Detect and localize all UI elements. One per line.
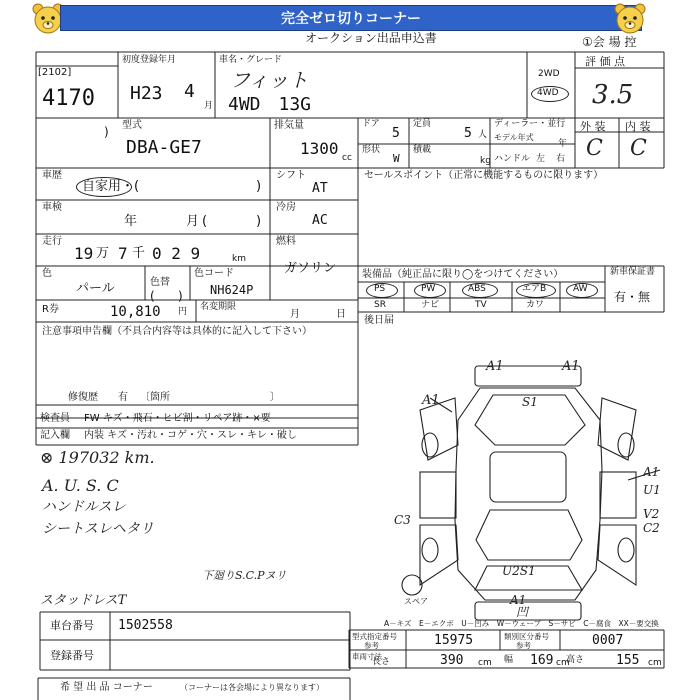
mileage-label: 走行 — [42, 236, 62, 247]
aircon-label: 冷房 — [276, 202, 296, 213]
shape-value: W — [393, 152, 400, 165]
note-mileage: ⊗ 197032 km. — [40, 448, 155, 467]
dimensions-label: 車両寸法 — [352, 652, 382, 661]
color-value: パール — [76, 281, 115, 296]
inspection-month: 月 — [186, 214, 200, 229]
note-line4: スタッドレスT — [40, 593, 127, 608]
width-label: 幅 — [504, 655, 514, 665]
handle-left: 左 — [536, 154, 546, 164]
mark-c2-right: C2 — [643, 521, 660, 535]
car-name-label: 車名・グレード — [219, 55, 283, 65]
model-designation-value: 15975 — [434, 633, 474, 648]
repair-label: 修復歴 — [68, 392, 98, 403]
new-car-warranty-value: 有・無 — [614, 290, 651, 304]
registration-label: 初度登録年月 — [122, 55, 177, 65]
color-change-label: 色替 — [150, 277, 170, 288]
inspector-label: 検査員 — [40, 413, 70, 424]
site-copy-label: ①会 場 控 — [582, 35, 637, 49]
lot-number: 4170 — [42, 86, 95, 111]
repair-close: 〕 — [270, 392, 280, 403]
mileage-man-unit: 万 — [96, 246, 110, 261]
mark-a1-left: A1 — [486, 359, 504, 374]
mark-c3: C3 — [394, 513, 411, 527]
month-unit: 月 — [204, 101, 214, 111]
bottom-corner-label: 希 望 出 品 コーナー — [60, 682, 153, 693]
chassis-label: 車台番号 — [50, 619, 94, 632]
interior-label: 内 装 — [625, 120, 651, 133]
recycle-label: R券 — [42, 304, 59, 315]
mark-a1-side: A1 — [422, 393, 440, 408]
recycle-unit: 円 — [178, 307, 188, 317]
mileage-man: 19 — [74, 244, 94, 263]
spare-label: スペア — [404, 597, 428, 606]
category-value: 0007 — [592, 633, 624, 648]
height-value: 155 — [616, 653, 640, 668]
doors-label: ドア — [362, 119, 380, 129]
height-label: 高さ — [566, 655, 585, 665]
year-unit: 年 — [558, 139, 568, 149]
new-car-warranty-label: 新車保証書 — [610, 267, 656, 277]
reference-label: 参考 — [364, 641, 379, 650]
history-value: 自家用・( — [82, 179, 140, 194]
length-unit: cm — [478, 658, 492, 668]
equip-navi: ナビ — [421, 300, 440, 310]
equip-sr: SR — [374, 300, 386, 310]
after-delivery-label: 後日届 — [364, 315, 394, 326]
handle-label: ハンドル — [494, 154, 531, 164]
displacement-value: 1300 — [300, 139, 339, 158]
form-code: [2102] — [38, 67, 72, 78]
inspection-paren-close: ) — [256, 214, 262, 229]
car-grade: 4WD 13G — [228, 94, 312, 115]
displacement-label: 排気量 — [274, 120, 304, 131]
note-line1: A. U. S. C — [42, 476, 119, 495]
shift-value: AT — [312, 181, 328, 196]
inspection-label: 車検 — [42, 202, 62, 213]
equip-ps: PS — [374, 284, 386, 294]
shape-label: 形状 — [362, 145, 381, 155]
corner-banner: 完全ゼロ切りコーナー — [60, 5, 642, 31]
width-value: 169 — [530, 653, 554, 668]
mark-a1-right: A1 — [562, 359, 580, 374]
shift-label: シフト — [276, 170, 306, 181]
drive-4wd: 4WD — [537, 88, 559, 98]
inspection-year: 年 — [124, 214, 138, 229]
mark-rear-note: 凹 — [516, 605, 529, 619]
equip-aw: AW — [573, 284, 588, 294]
repair-value: 有 — [118, 392, 128, 403]
name-change-label: 名変期限 — [200, 302, 237, 312]
entry-value: 内装 キズ・汚れ・コゲ・穴・スレ・キレ・破し — [84, 430, 297, 441]
equip-tv: TV — [475, 300, 487, 310]
mark-rear-a1: A1 — [510, 593, 527, 607]
color-change-paren-open: ( — [150, 289, 155, 303]
auction-form-title: オークション出品申込書 — [305, 31, 437, 45]
mark-lower-note: 下廻りS.C.Pヌリ — [202, 569, 287, 582]
exterior-grade: C — [586, 136, 603, 161]
model-code: DBA-GE7 — [126, 137, 202, 158]
handle-right: 右 — [556, 154, 566, 164]
mileage-unit: km — [232, 254, 246, 264]
repair-location: 〔箇所 — [140, 392, 170, 403]
name-change-month: 月 — [290, 309, 300, 320]
seats-label: 定員 — [413, 119, 432, 129]
equip-abs: ABS — [468, 284, 486, 294]
model-designation-label: 型式指定番号 — [352, 632, 397, 641]
width-unit: cm — [556, 658, 570, 668]
model-year-label: モデル年式 — [494, 133, 534, 142]
seats-value: 5 — [464, 126, 472, 141]
length-value: 390 — [440, 653, 464, 668]
chassis-value: 1502558 — [118, 618, 173, 633]
reg-number-label: 登録番号 — [50, 649, 94, 662]
registration-era: H23 — [130, 83, 163, 104]
name-change-day: 日 — [336, 309, 346, 320]
grade-score-label: 評 価 点 — [585, 55, 625, 68]
aircon-value: AC — [312, 213, 328, 228]
doors-value: 5 — [392, 126, 400, 141]
note-line3: シートスレヘタリ — [42, 521, 154, 537]
mark-u2s1: U2S1 — [502, 564, 536, 578]
history-paren-close: ) — [256, 179, 262, 194]
mark-v2-right: V2 — [643, 507, 660, 521]
paren-close: ) — [104, 125, 109, 139]
recycle-value: 10,810 — [110, 304, 161, 320]
mileage-sen-unit: 千 — [132, 246, 146, 261]
car-name: フィット — [230, 68, 309, 92]
remarks-label: 注意事項申告欄（不具合内容等は具体的に記入して下さい） — [42, 326, 312, 337]
equip-leather: カワ — [526, 300, 545, 310]
fuel-value: ガソリン — [284, 261, 337, 276]
reference-label-2: 参考 — [516, 641, 531, 650]
bottom-corner-note: （コーナーは各会場により異なります） — [180, 683, 324, 692]
inspector-value: FW キズ・飛石・ヒビ割・リペア跡・×要 — [84, 413, 271, 424]
exterior-label: 外 装 — [580, 120, 606, 133]
dealer-label: ディーラー・並行 — [494, 119, 566, 129]
color-label: 色 — [42, 268, 52, 279]
fuel-label: 燃料 — [276, 236, 296, 247]
equip-pw: PW — [421, 284, 436, 294]
damage-legend: A－キズ E－エクボ U－凹み W－ウェーブ S－サビ C－腐食 XX－要交換 — [384, 619, 659, 628]
mark-u1-right: U1 — [643, 483, 661, 497]
load-label: 積載 — [413, 145, 432, 155]
registration-month: 4 — [184, 81, 195, 102]
equip-airbag: エアB — [522, 284, 547, 294]
grade-score: 3.5 — [592, 80, 634, 110]
equipment-label: 装備品（純正品に限り◯をつけてください） — [362, 269, 564, 280]
entry-label: 記入欄 — [40, 430, 70, 441]
mark-a1-right-side: A1 — [643, 465, 660, 479]
history-label: 車歴 — [42, 170, 62, 181]
interior-grade: C — [630, 136, 647, 161]
color-change-paren-close: ) — [178, 289, 183, 303]
category-label: 類別区分番号 — [504, 632, 549, 641]
seats-unit: 人 — [478, 130, 488, 140]
mileage-sen: 7 — [118, 244, 128, 263]
inspection-paren-open: ( — [202, 214, 208, 229]
load-unit: kg — [480, 156, 491, 166]
color-code-label: 色コード — [194, 268, 234, 279]
selling-points-label: セールスポイント（正常に機能するものに限ります） — [364, 170, 604, 181]
drive-2wd: 2WD — [538, 69, 560, 79]
length-label: 長さ — [372, 657, 391, 667]
mark-s1-top: S1 — [522, 395, 538, 409]
note-line2: ハンドルスレ — [42, 499, 126, 515]
height-unit: cm — [648, 658, 662, 668]
displacement-unit: cc — [342, 153, 352, 163]
mileage-rest: 0 2 9 — [152, 244, 201, 263]
model-label: 型式 — [122, 120, 142, 131]
color-code-value: NH624P — [210, 283, 254, 297]
